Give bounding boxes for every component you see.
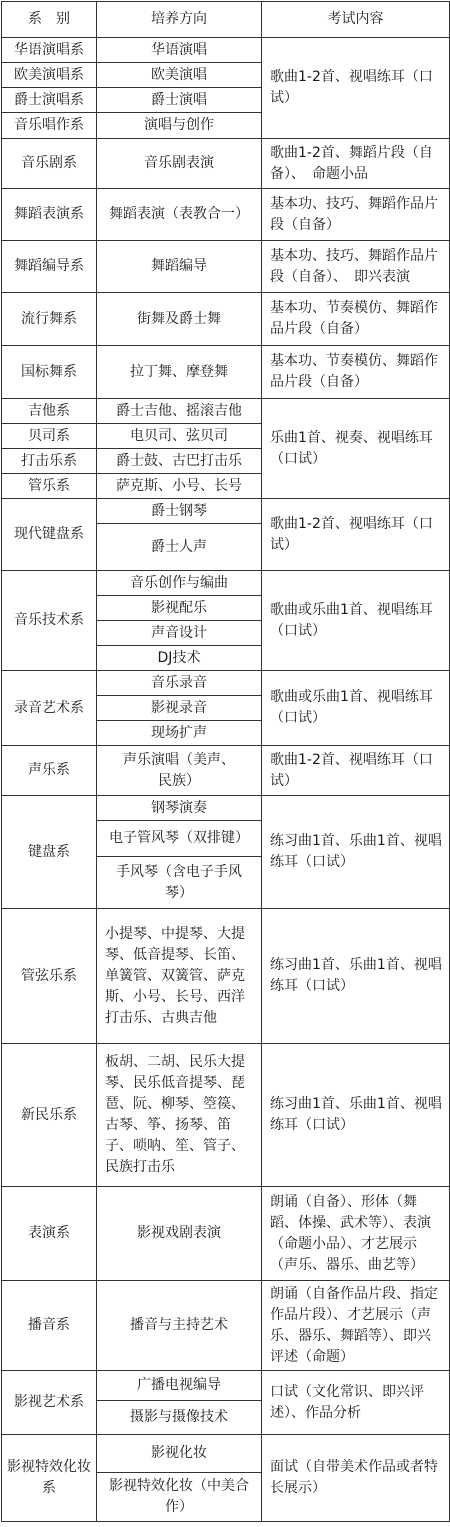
dept-cell: 播音系 xyxy=(2,1281,97,1371)
dept-cell: 打击乐系 xyxy=(2,449,97,474)
exam-cell: 基本功、节奏模仿、舞蹈作品片段（自备） xyxy=(262,346,450,399)
admissions-table xyxy=(1,1,450,1522)
table-row xyxy=(2,1044,450,1187)
direction-cell: 声音设计 xyxy=(97,621,262,646)
direction-cell: 爵士演唱 xyxy=(97,88,262,113)
dept-cell: 贝司系 xyxy=(2,424,97,449)
table-row xyxy=(2,499,450,524)
direction-cell: 萨克斯、小号、长号 xyxy=(97,474,262,499)
exam-cell: 口试（文化常识、即兴评述）、作品分析 xyxy=(262,1371,450,1435)
exam-cell: 歌曲1-2首、舞蹈片段（自备）、 命题小品 xyxy=(262,139,450,189)
direction-cell: DJ技术 xyxy=(97,646,262,671)
direction-cell: 播音与主持艺术 xyxy=(97,1281,262,1371)
direction-cell: 舞蹈表演（表教合一） xyxy=(97,189,262,241)
dept-cell: 爵士演唱系 xyxy=(2,88,97,113)
exam-cell: 歌曲或乐曲1首、视唱练耳（口试） xyxy=(262,671,450,746)
dept-cell: 影视特效化妆系 xyxy=(2,1435,97,1522)
direction-cell: 音乐剧表演 xyxy=(97,139,262,189)
exam-cell: 基本功、技巧、舞蹈作品片段（自备）、 即兴表演 xyxy=(262,241,450,293)
direction-cell: 音乐创作与编曲 xyxy=(97,571,262,596)
header-exam: 考试内容 xyxy=(262,2,450,38)
dept-cell: 现代键盘系 xyxy=(2,499,97,571)
direction-cell: 现场扩声 xyxy=(97,721,262,746)
header-direction: 培养方向 xyxy=(97,2,262,38)
direction-cell: 音乐录音 xyxy=(97,671,262,696)
header-dept: 系 别 xyxy=(2,2,97,38)
table-row xyxy=(2,241,450,293)
dept-cell: 声乐系 xyxy=(2,746,97,796)
dept-cell: 音乐剧系 xyxy=(2,139,97,189)
dept-cell: 流行舞系 xyxy=(2,293,97,346)
direction-cell: 爵士鼓、古巴打击乐 xyxy=(97,449,262,474)
table-row xyxy=(2,671,450,696)
direction-cell: 爵士吉他、摇滚吉他 xyxy=(97,399,262,424)
direction-cell: 演唱与创作 xyxy=(97,113,262,139)
dept-cell: 欧美演唱系 xyxy=(2,63,97,88)
direction-cell: 爵士钢琴 xyxy=(97,499,262,524)
direction-cell: 欧美演唱 xyxy=(97,63,262,88)
exam-cell: 练习曲1首、乐曲1首、视唱练耳（口试） xyxy=(262,1044,450,1187)
dept-cell: 录音艺术系 xyxy=(2,671,97,746)
direction-cell: 电贝司、弦贝司 xyxy=(97,424,262,449)
exam-cell: 基本功、技巧、舞蹈作品片段（自备） xyxy=(262,189,450,241)
table-row xyxy=(2,1281,450,1371)
table-row xyxy=(2,1187,450,1281)
exam-cell: 歌曲或乐曲1首、视唱练耳（口试） xyxy=(262,571,450,671)
exam-cell: 乐曲1首、视奏、视唱练耳（口试） xyxy=(262,399,450,499)
direction-cell: 声乐演唱（美声、民族） xyxy=(97,746,262,796)
exam-cell: 朗诵（自备作品片段、指定作品片段）、才艺展示（声乐、器乐、舞蹈等）、即兴评述（命题） xyxy=(262,1281,450,1371)
direction-cell: 广播电视编导 xyxy=(97,1371,262,1401)
dept-cell: 表演系 xyxy=(2,1187,97,1281)
dept-cell: 键盘系 xyxy=(2,796,97,909)
direction-cell: 手风琴（含电子手风琴） xyxy=(97,857,262,909)
table-row xyxy=(2,346,450,399)
dept-cell: 舞蹈编导系 xyxy=(2,241,97,293)
exam-cell: 练习曲1首、乐曲1首、视唱练耳（口试） xyxy=(262,909,450,1044)
dept-cell: 新民乐系 xyxy=(2,1044,97,1187)
dept-cell: 管弦乐系 xyxy=(2,909,97,1044)
table-row xyxy=(2,293,450,346)
table-row xyxy=(2,909,450,1044)
direction-cell: 影视录音 xyxy=(97,696,262,721)
direction-cell: 拉丁舞、摩登舞 xyxy=(97,346,262,399)
table-row xyxy=(2,1435,450,1473)
table-row xyxy=(2,189,450,241)
dept-cell: 音乐技术系 xyxy=(2,571,97,671)
direction-cell: 电子管风琴（双排键） xyxy=(97,821,262,857)
direction-cell: 影视戏剧表演 xyxy=(97,1187,262,1281)
direction-cell: 小提琴、中提琴、大提琴、低音提琴、长笛、单簧管、双簧管、萨克斯、小号、长号、西洋打击乐、古典吉他 xyxy=(97,909,262,1044)
exam-cell: 歌曲1-2首、视唱练耳（口试） xyxy=(262,499,450,571)
direction-cell: 钢琴演奏 xyxy=(97,796,262,821)
direction-cell: 华语演唱 xyxy=(97,38,262,63)
direction-cell: 舞蹈编导 xyxy=(97,241,262,293)
exam-cell: 面试（自带美术作品或者特长展示） xyxy=(262,1435,450,1522)
dept-cell: 吉他系 xyxy=(2,399,97,424)
direction-cell: 影视配乐 xyxy=(97,596,262,621)
dept-cell: 舞蹈表演系 xyxy=(2,189,97,241)
exam-cell: 练习曲1首、乐曲1首、视唱练耳（口试） xyxy=(262,796,450,909)
table-row xyxy=(2,399,450,424)
table-row xyxy=(2,139,450,189)
dept-cell: 华语演唱系 xyxy=(2,38,97,63)
direction-cell: 爵士人声 xyxy=(97,524,262,571)
direction-cell: 摄影与摄像技术 xyxy=(97,1401,262,1435)
dept-cell: 国标舞系 xyxy=(2,346,97,399)
table-row xyxy=(2,796,450,821)
table-row xyxy=(2,746,450,796)
exam-cell: 歌曲1-2首、视唱练耳（口试） xyxy=(262,746,450,796)
table-row xyxy=(2,571,450,596)
direction-cell: 影视特效化妆（中美合作） xyxy=(97,1473,262,1522)
dept-cell: 影视艺术系 xyxy=(2,1371,97,1435)
dept-cell: 管乐系 xyxy=(2,474,97,499)
exam-cell: 朗诵（自备）、形体（舞蹈、体操、武术等）、表演（命题小品）、才艺展示（声乐、器乐、曲艺等） xyxy=(262,1187,450,1281)
dept-cell: 音乐唱作系 xyxy=(2,113,97,139)
exam-cell: 基本功、节奏模仿、舞蹈作品片段（自备） xyxy=(262,293,450,346)
exam-cell: 歌曲1-2首、视唱练耳（口试） xyxy=(262,38,450,139)
table-row xyxy=(2,38,450,63)
table-row xyxy=(2,1371,450,1401)
direction-cell: 板胡、二胡、民乐大提琴、民乐低音提琴、琵琶、阮、柳琴、箜篌、古琴、筝、扬琴、笛子、唢呐、笙、管子、民族打击乐 xyxy=(97,1044,262,1187)
direction-cell: 街舞及爵士舞 xyxy=(97,293,262,346)
direction-cell: 影视化妆 xyxy=(97,1435,262,1473)
table-header-row xyxy=(2,2,450,38)
